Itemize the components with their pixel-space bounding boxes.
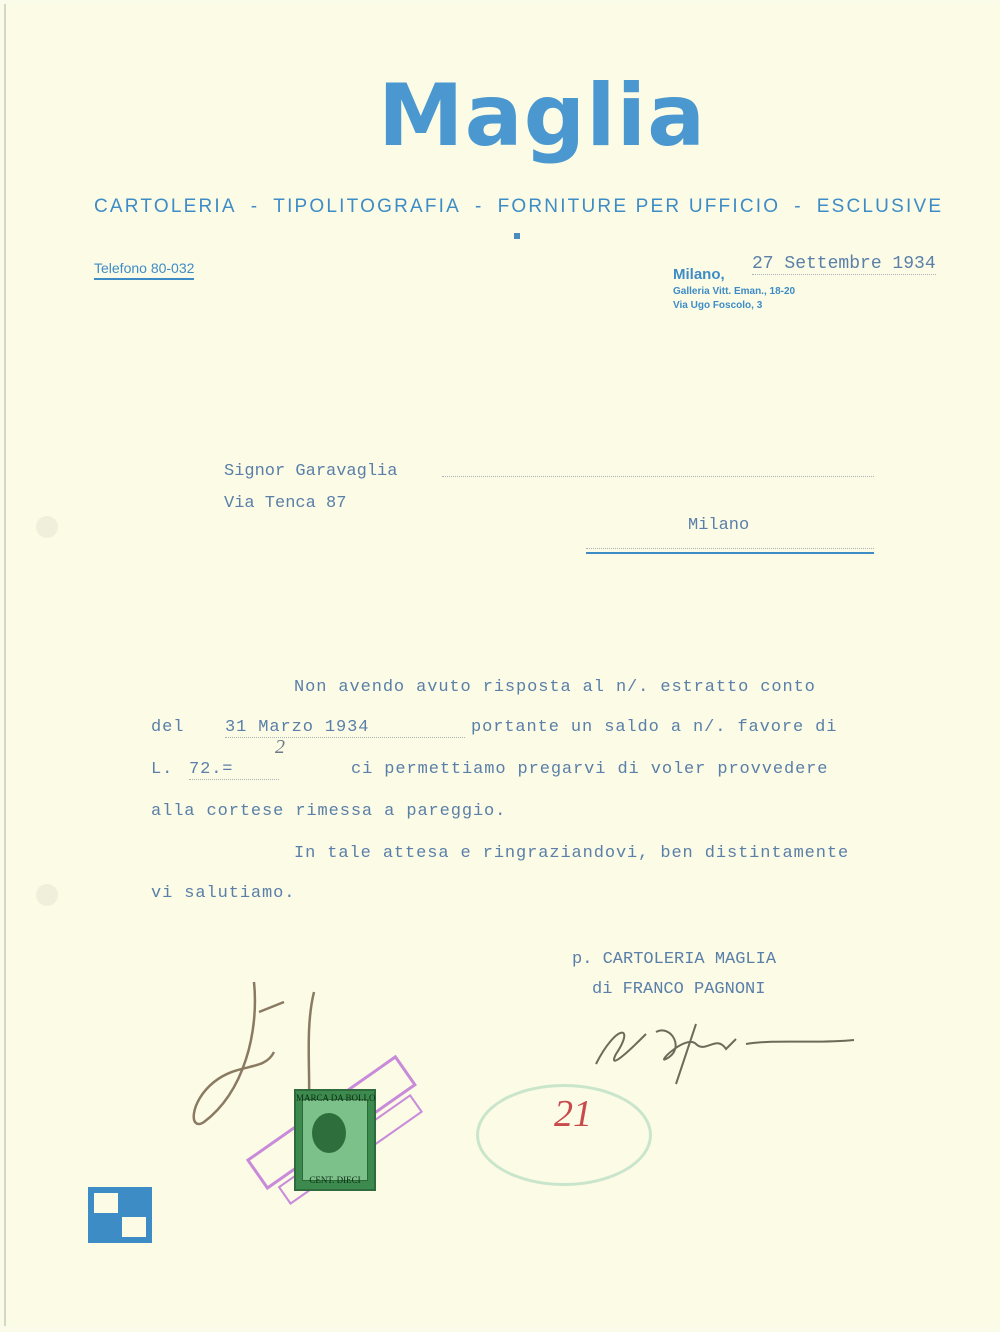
letter-date: 27 Settembre 1934 xyxy=(752,254,936,274)
handwritten-number: 21 xyxy=(554,1093,592,1135)
recipient-name-row xyxy=(224,462,874,481)
letter-page xyxy=(4,4,1000,1326)
dotted-rule xyxy=(442,476,874,477)
body-line-1: Non avendo avuto risposta al n/. estratto conto xyxy=(294,678,816,697)
punch-hole xyxy=(36,884,58,906)
portrait-icon xyxy=(312,1113,346,1153)
recipient-name: Signor Garavaglia xyxy=(224,462,398,481)
ornament-mark xyxy=(514,233,520,239)
address-line: Via Ugo Foscolo, 3 xyxy=(673,300,763,311)
stamp-bottom-text: CENT. DIECI xyxy=(309,1175,361,1185)
body-text: portante un saldo a n/. favore di xyxy=(471,718,838,737)
address-line: Galleria Vitt. Eman., 18-20 xyxy=(673,286,796,297)
company-emblem-icon xyxy=(88,1187,152,1243)
brand-logo: Maglia xyxy=(378,66,707,166)
revenue-stamp xyxy=(294,1089,376,1191)
currency-prefix: L. xyxy=(151,760,174,779)
body-line-3 xyxy=(151,736,875,779)
body-line-4: alla cortese rimessa a pareggio. xyxy=(151,802,507,821)
signature-company: p. CARTOLERIA MAGLIA xyxy=(572,950,777,969)
signature-person: di FRANCO PAGNONI xyxy=(592,980,766,999)
tagline-separator: - xyxy=(250,196,260,217)
tagline-item: CARTOLERIA xyxy=(94,196,237,217)
city-rule xyxy=(586,548,874,554)
body-text: ci permettiamo pregarvi di voler provvedere xyxy=(351,760,829,779)
body-line-2 xyxy=(151,718,875,737)
body-line-5: In tale attesa e ringraziandovi, ben distintamente xyxy=(294,844,850,863)
tagline-item: FORNITURE PER UFFICIO xyxy=(497,196,781,217)
stamp-top-text: MARCA DA BOLLO xyxy=(296,1093,376,1103)
tagline-item: TIPOLITOGRAFIA xyxy=(273,196,462,217)
tagline-separator: - xyxy=(794,196,803,217)
body-line-6: vi salutiamo. xyxy=(151,884,296,903)
letterhead-city: Milano, xyxy=(673,266,725,283)
handwritten-note: 2 xyxy=(275,736,286,758)
punch-hole xyxy=(36,516,58,538)
tagline-item: ESCLUSIVE xyxy=(816,196,944,217)
body-prefix: del xyxy=(151,718,185,737)
handwritten-signature xyxy=(576,1004,876,1094)
amount-due: 72.= xyxy=(189,760,279,780)
phone-number: Telefono 80-032 xyxy=(94,260,194,280)
tagline xyxy=(94,196,943,218)
statement-date: 31 Marzo 1934 xyxy=(225,718,465,738)
tagline-separator: - xyxy=(475,196,484,217)
recipient-street: Via Tenca 87 xyxy=(224,494,347,513)
recipient-city: Milano xyxy=(688,516,750,535)
